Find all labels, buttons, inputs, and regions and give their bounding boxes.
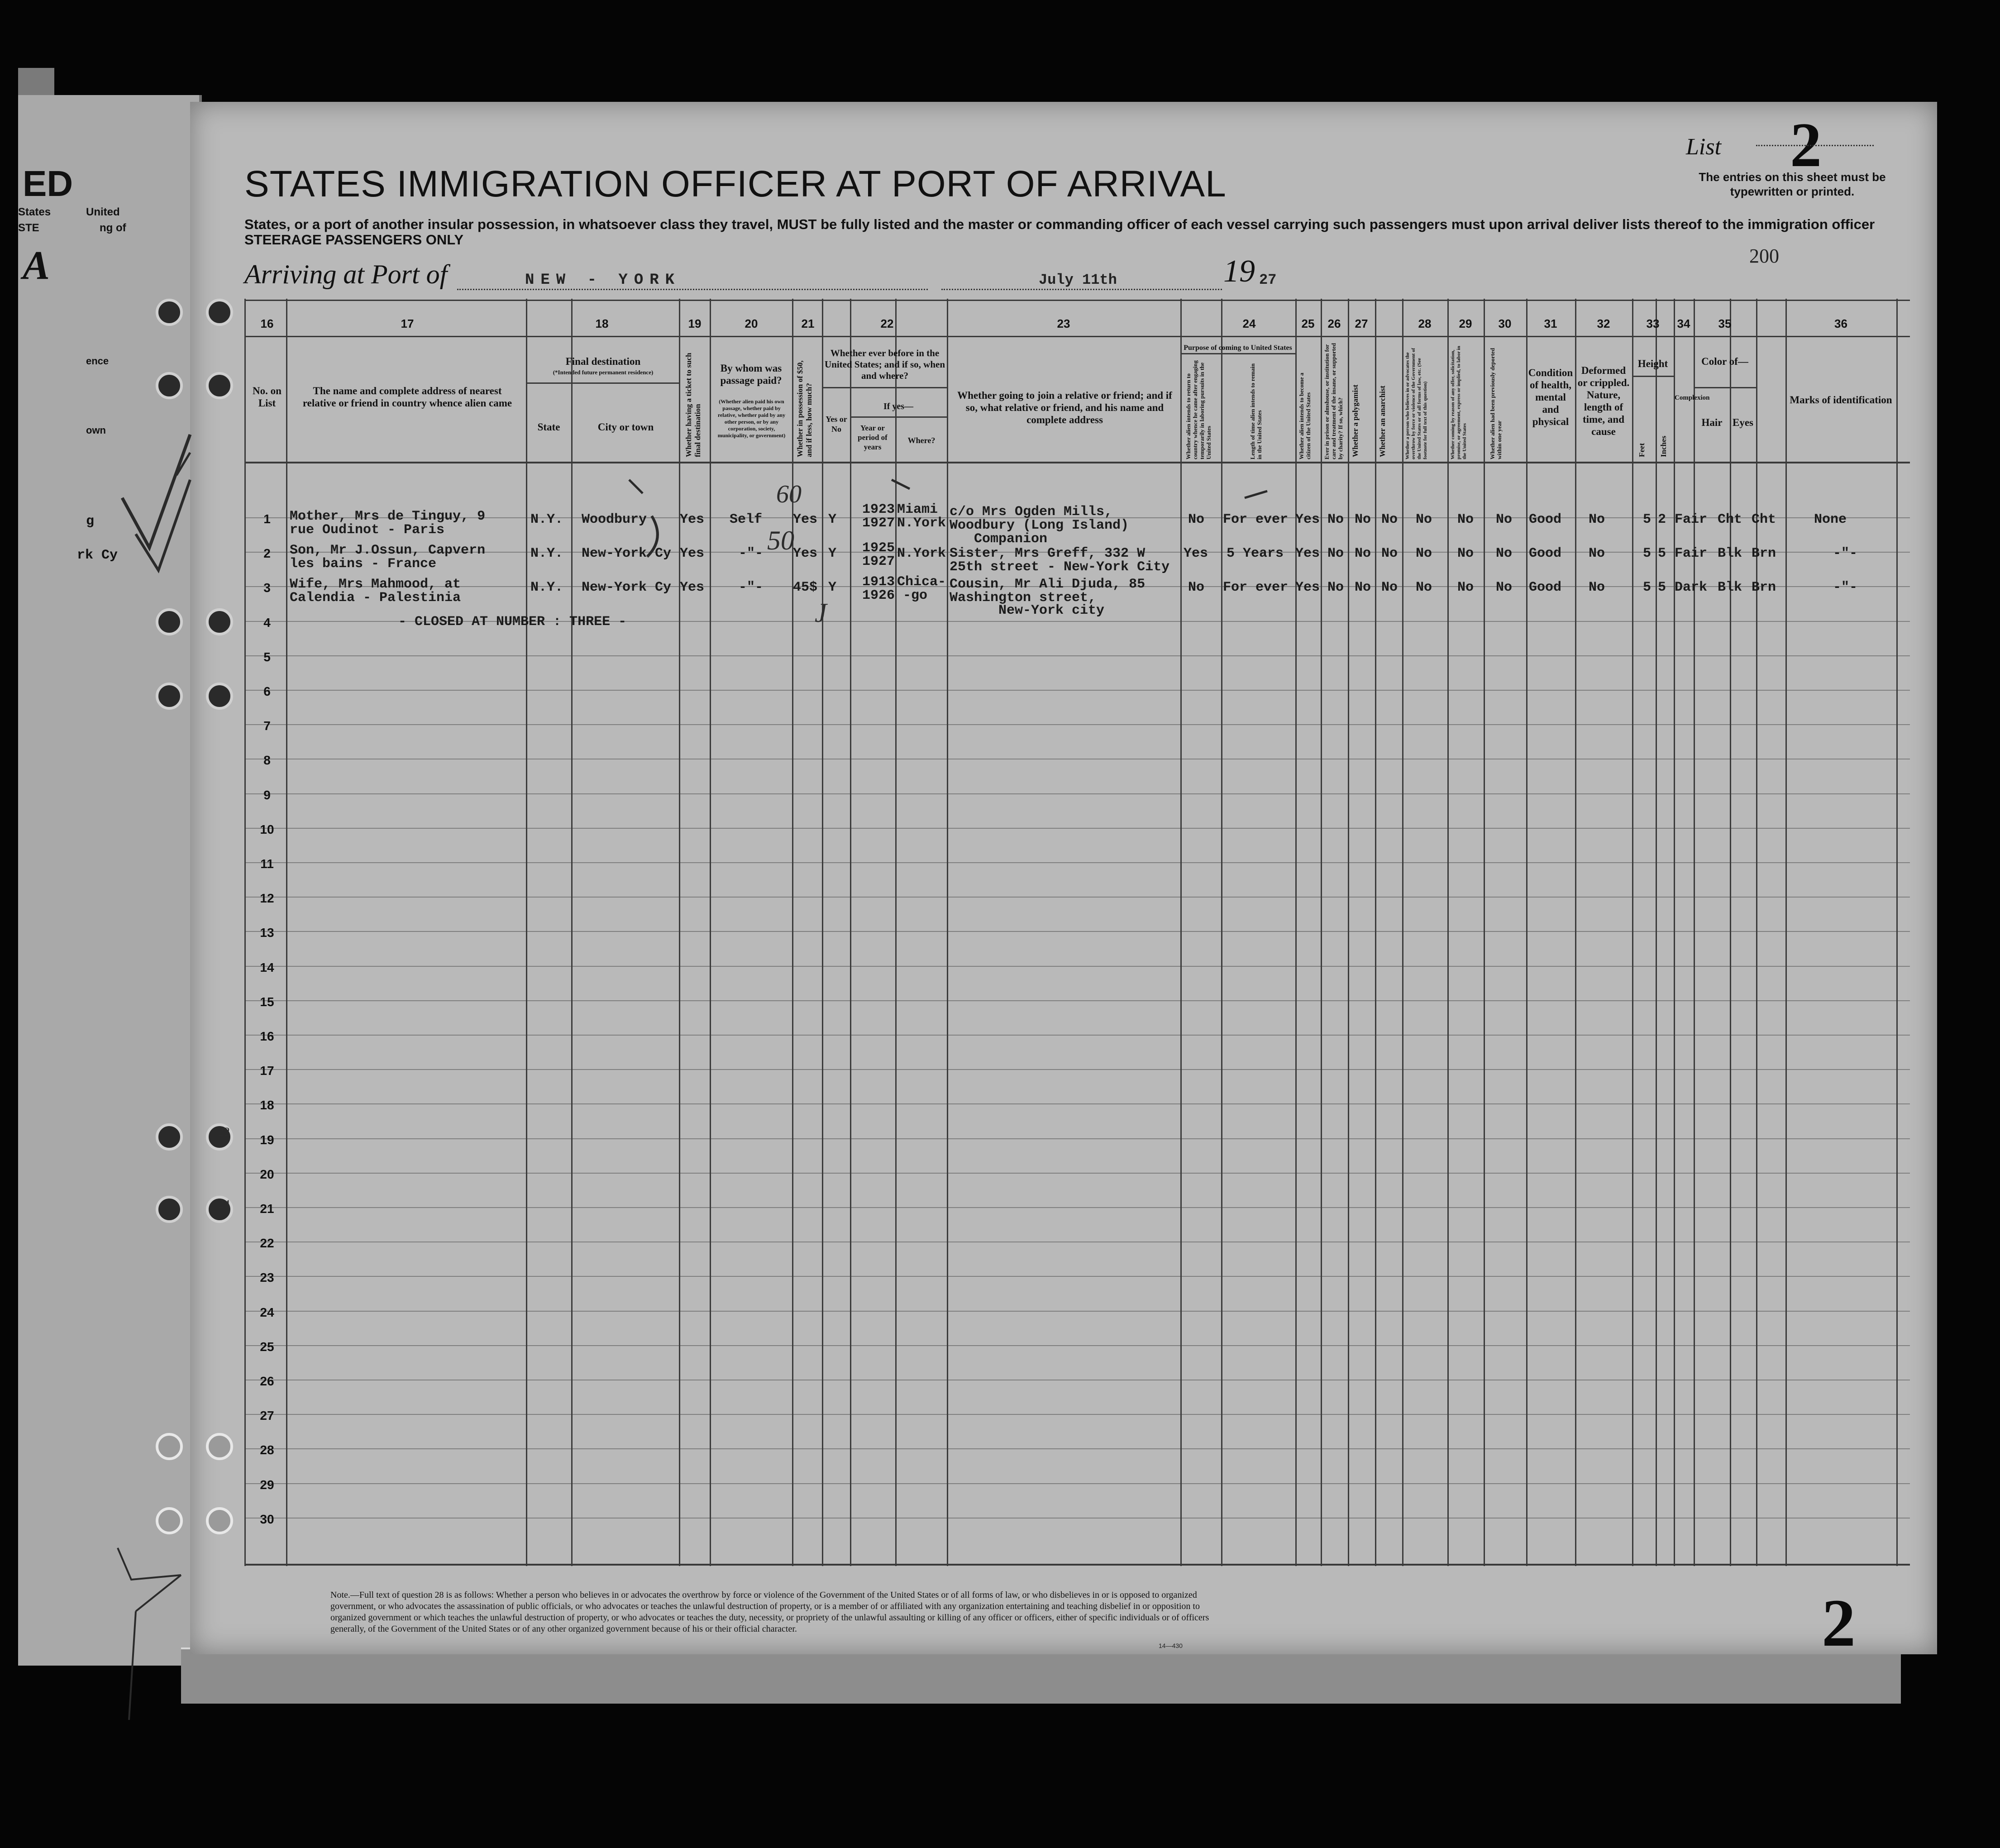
steerage-label: STEERAGE PASSENGERS ONLY: [244, 232, 464, 248]
row-number: 4: [263, 615, 271, 630]
row1-citizen: Yes: [1295, 512, 1320, 527]
row2-return: Yes: [1184, 546, 1208, 561]
row2-year-2: 1927: [862, 554, 895, 569]
row1-complexion: Fair: [1675, 512, 1708, 527]
row3-length: For ever: [1223, 580, 1289, 595]
row-number: 14: [260, 960, 274, 974]
row2-eyes: Brn: [1752, 546, 1776, 561]
header-nearest-relative: The name and complete address of nearest relative or friend in country whence alien came: [302, 385, 512, 409]
left-fragment-col-label-2: own: [86, 425, 106, 436]
header-final-destination: Final destination: [565, 356, 641, 367]
header-join-relative: Whether going to join a relative or friend; and if so, what relative or friend, and his name and complete address: [957, 390, 1172, 425]
column-number: 25: [1301, 317, 1315, 330]
row3-where-1: Chica-: [897, 574, 946, 590]
row1-joining-1: c/o Mrs Ogden Mills,: [950, 504, 1113, 520]
row3-where-2: -go: [903, 588, 928, 603]
stamp-24: 24: [218, 1198, 230, 1211]
row1-hair: Cht: [1718, 512, 1742, 527]
header-anarchist: Whether an anarchist: [1378, 385, 1387, 457]
year-suffix: 27: [1259, 272, 1277, 288]
row3-paid: -"-: [739, 580, 764, 595]
footnote: Note.—Full text of question 28 is as follows: Whether a person who believes in or advocates the overthrow by force or violence of the Government of the United States or of all forms of law, or who disbelieves in or is opposed to organized government, or who advocates the assassination of public officials, or who advocates or teaches the unlawful destruction of property, or is a member of or affiliated with any organization entertaining and teaching disbelief in or opposition to organized government or which teaches the unlawful destruction of property, or who advocates or teaches the duty, necessity, or propriety of the unlawful assaulting or killing of any officer or officers, either of specific individuals or of officers generally, of the Government of the United States or of any other organized government because of his or their official character.: [330, 1590, 1209, 1634]
column-number: 34: [1677, 317, 1690, 330]
header-labor-offer: Whether coming by reason of any offer, solicitation, promise, or agreement, express or implied, to labor in the United States: [1450, 346, 1467, 459]
row3-marks: -"-: [1833, 580, 1858, 595]
row3-complexion: Dark: [1675, 580, 1708, 595]
column-number: 22: [880, 317, 894, 330]
row2-length: 5 Years: [1227, 546, 1284, 561]
row1-before: Y: [828, 512, 837, 527]
port-value: NEW - YORK: [525, 272, 681, 289]
row-number: 9: [263, 788, 271, 802]
column-number: 31: [1544, 317, 1557, 330]
column-number: 30: [1498, 317, 1512, 330]
row-number: 28: [260, 1443, 274, 1457]
header-if-yes: If yes—: [883, 401, 914, 411]
row3-inches: 5: [1658, 580, 1666, 595]
row1-relative-line1: Mother, Mrs de Tinguy, 9: [290, 509, 486, 524]
page-subtitle: States, or a port of another insular possession, in whatsoever class they travel, MUST be fully listed and the master or commanding officer of each vessel carrying such passengers must upon arrival deliver lists thereof to the immigration officer: [244, 216, 1875, 232]
row-number: 15: [260, 994, 274, 1009]
row-number: 17: [260, 1064, 274, 1078]
row2-where-1: N.York: [897, 546, 946, 561]
row1-feet: 5: [1643, 512, 1652, 527]
row3-overthrow: No: [1416, 580, 1432, 595]
row1-relative-line2: rue Oudinot - Paris: [290, 522, 445, 538]
column-number: 21: [801, 317, 815, 330]
row1-eyes: Cht: [1752, 512, 1776, 527]
header-health: Condition of health, mental and physical: [1528, 367, 1573, 427]
row1-where-2: N.York: [897, 516, 946, 531]
column-number: 19: [688, 317, 702, 330]
list-label: List: [1686, 134, 1722, 160]
row3-joining-3: New-York city: [950, 603, 1105, 618]
form-code: 14—430: [1159, 1642, 1183, 1649]
row-number: 1: [263, 512, 271, 526]
row3-year-2: 1926: [862, 588, 895, 603]
row2-health: Good: [1529, 546, 1562, 561]
header-feet: Feet: [1637, 443, 1646, 457]
row-number: 19: [260, 1132, 274, 1147]
header-polygamist: Whether a polygamist: [1351, 384, 1360, 457]
row1-labor: No: [1457, 512, 1474, 527]
header-prison: Ever in prison or almshouse, or institution for care and treatment of the insane, or supported by charity? If so, which?: [1323, 343, 1344, 459]
header-state: State: [537, 421, 560, 433]
header-citizen: Whether alien intends to become a citizen of the United States: [1298, 372, 1312, 459]
date-value: July 11th: [1039, 272, 1117, 288]
row1-marks: None: [1814, 512, 1847, 527]
header-hair: Hair: [1701, 417, 1723, 428]
row2-hair: Blk: [1718, 546, 1742, 561]
row3-return: No: [1188, 580, 1205, 595]
left-fragment-line2b: ng of: [100, 222, 126, 234]
row-number: 10: [260, 822, 274, 836]
row-number: 29: [260, 1477, 274, 1492]
row1-money: Yes: [793, 512, 818, 527]
row-number: 23: [260, 1270, 274, 1285]
row-number: 30: [260, 1512, 274, 1526]
row-number: 21: [260, 1202, 274, 1216]
row1-overthrow: No: [1416, 512, 1432, 527]
header-passage-paid-sub: (Whether alien paid his own passage, whether paid by relative, whether paid by any other person, or by any corporation, society, municipality, or government): [717, 398, 786, 439]
row3-money: 45$: [793, 580, 818, 595]
row1-year-1: 1923: [862, 502, 895, 517]
row1-state: N.Y.: [530, 512, 563, 527]
row1-deported: No: [1496, 512, 1513, 527]
row-number: 6: [263, 684, 271, 698]
row-number: 20: [260, 1167, 274, 1181]
row3-relative-line1: Wife, Mrs Mahmood, at: [290, 577, 461, 592]
header-ticket: Whether having a ticket to such final destination: [684, 353, 702, 457]
row3-joining-1: Cousin, Mr Ali Djuda, 85: [950, 577, 1146, 592]
row-number: 8: [263, 753, 271, 768]
row-number: 16: [260, 1029, 274, 1043]
row1-paid: Self: [730, 512, 763, 527]
header-years: Year or period of years: [858, 424, 888, 451]
header-height: Height: [1637, 358, 1668, 369]
row2-feet: 5: [1643, 546, 1652, 561]
left-fragment-line1: States: [18, 206, 51, 218]
header-yes-no: Yes or No: [826, 415, 847, 434]
row3-anarchist: No: [1381, 580, 1398, 595]
row2-anarchist: No: [1381, 546, 1398, 561]
row1-health: Good: [1529, 512, 1562, 527]
page-number: 2: [1822, 1585, 1856, 1661]
column-number: 26: [1327, 317, 1341, 330]
row1-return: No: [1188, 512, 1205, 527]
left-fragment-title: ED: [23, 163, 73, 204]
row2-year-1: 1925: [862, 540, 895, 556]
header-no-on-list: No. on List: [253, 385, 282, 409]
row3-year-1: 1913: [862, 574, 895, 590]
row2-prison: No: [1327, 546, 1344, 561]
left-fragment-row1: g: [86, 514, 95, 529]
header-fifty-dollars: Whether in possession of $50, and if less, how much?: [796, 360, 813, 457]
closed-at-number: - CLOSED AT NUMBER : THREE -: [398, 614, 627, 630]
column-number: 35: [1718, 317, 1732, 330]
row-number: 11: [260, 857, 274, 871]
header-deported: Whether alien had been previously deported within one year: [1489, 348, 1503, 459]
row3-polygamist: No: [1355, 580, 1371, 595]
row1-city: Woodbury: [582, 512, 647, 527]
column-number: 27: [1355, 317, 1368, 330]
header-passage-paid: By whom was passage paid?: [720, 363, 782, 386]
header-final-destination-sub: (*Intended future permanent residence): [553, 369, 654, 376]
row-number: 24: [260, 1305, 274, 1319]
row3-prison: No: [1327, 580, 1344, 595]
row1-ticket: Yes: [680, 512, 705, 527]
row2-overthrow: No: [1416, 546, 1432, 561]
row1-deformed: No: [1589, 512, 1605, 527]
column-number: 17: [401, 317, 414, 330]
header-deformed: Deformed or crippled. Nature, length of time, and cause: [1577, 365, 1630, 437]
row1-anarchist: No: [1381, 512, 1398, 527]
row-number: 25: [260, 1339, 274, 1354]
left-fragment-line2: STE: [18, 222, 39, 234]
row1-inches: 2: [1658, 512, 1666, 527]
row1-prison: No: [1327, 512, 1344, 527]
left-fragment-letter: A: [23, 243, 50, 288]
list-number: 2: [1790, 110, 1822, 180]
pencil-mark-50: 50: [767, 525, 794, 555]
column-number: 28: [1418, 317, 1432, 330]
year-prefix: 19: [1223, 254, 1255, 289]
row3-before: Y: [828, 580, 837, 595]
sheet-code: 200: [1749, 245, 1779, 267]
row3-state: N.Y.: [530, 580, 563, 595]
row3-city: New-York Cy: [582, 580, 672, 595]
row2-complexion: Fair: [1675, 546, 1708, 561]
row2-marks: -"-: [1833, 546, 1858, 561]
row3-health: Good: [1529, 580, 1562, 595]
header-ever-before: Whether ever before in the United States; and if so, when and where?: [824, 348, 945, 381]
left-fragment-col-label-1: ence: [86, 355, 109, 367]
row3-deported: No: [1496, 580, 1513, 595]
row2-relative-line1: Son, Mr J.Ossun, Capvern: [290, 543, 486, 558]
row3-relative-line2: Calendia - Palestinia: [290, 590, 461, 606]
row2-city: New-York Cy: [582, 546, 672, 561]
row-number: 5: [263, 649, 271, 664]
row2-state: N.Y.: [530, 546, 563, 561]
row2-before: Y: [828, 546, 837, 561]
arriving-label: Arriving at Port of: [244, 259, 448, 289]
pencil-mark-j: J: [815, 598, 827, 628]
row2-deformed: No: [1589, 546, 1605, 561]
row-number: 2: [263, 546, 271, 561]
column-number: 33: [1646, 317, 1660, 330]
row3-feet: 5: [1643, 580, 1652, 595]
stamp-22: 22: [218, 1125, 230, 1138]
header-complexion: Complexion: [1675, 394, 1710, 401]
row-number: 7: [263, 719, 271, 733]
column-number: 36: [1834, 317, 1847, 330]
header-eyes: Eyes: [1733, 417, 1753, 428]
header-overthrow: Whether a person who believes in or advocates the overthrow by force or violence of the Government of the United States or of all forms of law, etc. (See footnote for full text of this question): [1405, 348, 1428, 459]
row2-joining-1: Sister, Mrs Greff, 332 W: [950, 546, 1146, 561]
row3-labor: No: [1457, 580, 1474, 595]
row3-ticket: Yes: [680, 580, 705, 595]
row-number: 26: [260, 1374, 274, 1388]
row1-joining-2: Woodbury (Long Island): [950, 518, 1129, 533]
column-number: 20: [745, 317, 758, 330]
header-purpose: Purpose of coming to United States: [1184, 344, 1292, 352]
header-color-of: Color of—: [1701, 356, 1748, 367]
row1-length: For ever: [1223, 512, 1289, 527]
list-note: The entries on this sheet must be typewritten or printed.: [1699, 170, 1886, 198]
left-fragment-row2: rk Cy: [77, 548, 118, 563]
header-inches: Inches: [1659, 435, 1668, 457]
header-marks: Marks of identification: [1790, 394, 1892, 406]
row-number: 22: [260, 1236, 274, 1251]
column-number: 16: [260, 317, 274, 330]
row2-ticket: Yes: [680, 546, 705, 561]
row3-hair: Blk: [1718, 580, 1742, 595]
row-number: 12: [260, 891, 274, 906]
row-number: 27: [260, 1409, 274, 1423]
row1-year-2: 1927: [862, 516, 895, 531]
row3-citizen: Yes: [1295, 580, 1320, 595]
page-title: STATES IMMIGRATION OFFICER AT PORT OF ARRIVAL: [244, 163, 1227, 205]
row2-citizen: Yes: [1295, 546, 1320, 561]
row3-deformed: No: [1589, 580, 1605, 595]
column-number: 32: [1597, 317, 1610, 330]
column-number: 24: [1242, 317, 1256, 330]
row2-inches: 5: [1658, 546, 1666, 561]
row2-labor: No: [1457, 546, 1474, 561]
row3-joining-2: Washington street,: [950, 590, 1097, 606]
column-number: 23: [1057, 317, 1070, 330]
header-length-of-stay: Length of time alien intends to remain in the United States: [1249, 363, 1263, 459]
row-number: 3: [263, 581, 271, 595]
row2-polygamist: No: [1355, 546, 1371, 561]
row3-eyes: Brn: [1752, 580, 1776, 595]
row2-relative-line2: les bains - France: [290, 556, 437, 572]
column-number: 18: [595, 317, 609, 330]
row2-paid: -"-: [739, 546, 764, 561]
row1-polygamist: No: [1355, 512, 1371, 527]
row-number: 18: [260, 1098, 274, 1113]
header-return: Whether alien intends to return to country whence he came after engaging temporarily in laboring pursuits in the United States: [1185, 360, 1212, 459]
row2-money: Yes: [793, 546, 818, 561]
row-number: 13: [260, 926, 274, 940]
column-number: 29: [1459, 317, 1472, 330]
row2-deported: No: [1496, 546, 1513, 561]
row2-joining-2: 25th street - New-York City: [950, 559, 1170, 575]
row1-joining-3: Companion: [950, 531, 1048, 547]
left-fragment-line1b: United: [86, 206, 120, 218]
row1-where-1: Miami: [897, 502, 938, 517]
pencil-mark-60: 60: [776, 480, 802, 508]
header-city-or-town: City or town: [597, 421, 654, 433]
header-where: Where?: [907, 436, 936, 445]
